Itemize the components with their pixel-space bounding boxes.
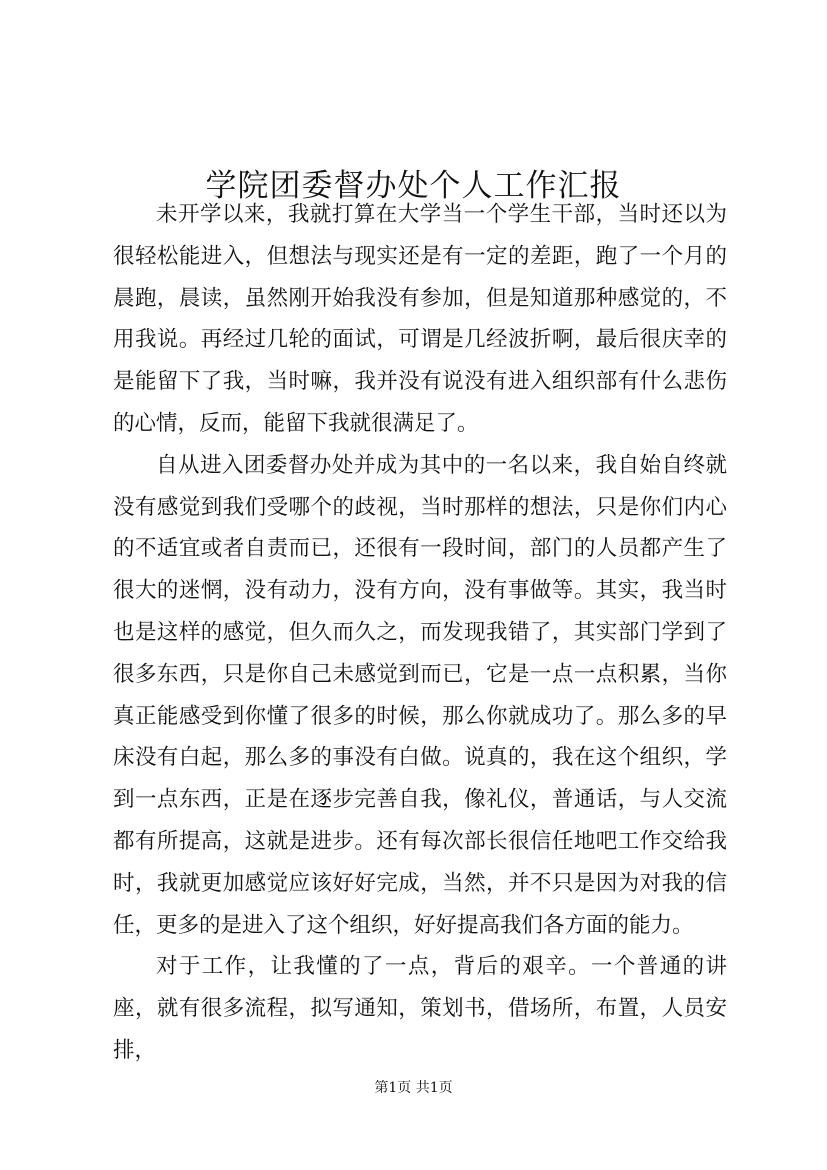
page-footer: 第1页 共1页: [374, 1080, 453, 1096]
paragraph-2: 自从进入团委督办处并成为其中的一名以来，我自始自终就没有感觉到我们受哪个的歧视，当时那样的想法，只是你们内心的不适宜或者自责而已，还很有一段时间，部门的人员都产生了很大的迷惘，没有动力，没有方向，没有事做等。其实，我当时也是这样的感觉，但久而久之，而发现我错了，其实部门学到了很多东西，只是你自己未感觉到而已，它是一点一点积累，当你真正能感受到你懂了很多的时候，那么你就成功了。那么多的早床没有白起，那么多的事没有白做。说真的，我在这个组织，学到一点东西，正是在逐步完善自我，像礼仪，普通话，与人交流都有所提高，这就是进步。还有每次部长很信任地吧工作交给我时，我就更加感觉应该好好完成，当然，并不只是因为对我的信任，更多的是进入了这个组织，好好提高我们各方面的能力。: [113, 452, 727, 938]
document-body: [113, 194, 727, 1072]
paragraph-3: 对于工作，让我懂的了一点，背后的艰辛。一个普通的讲座，就有很多流程，拟写通知，策划书，借场所，布置，人员安排，: [113, 954, 727, 1063]
paragraph-1: 未开学以来，我就打算在大学当一个学生干部，当时还以为很轻松能进入，但想法与现实还是有一定的差距，跑了一个月的晨跑，晨读，虽然刚开始我没有参加，但是知道那种感觉的，不用我说。再经过几轮的面试，可谓是几经波折啊，最后很庆幸的是能留下了我，当时嘛，我并没有说没有进入组织部有什么悲伤的心情，反而，能留下我就很满足了。: [113, 202, 727, 436]
document-title: 学院团委督办处个人工作汇报: [205, 167, 622, 204]
